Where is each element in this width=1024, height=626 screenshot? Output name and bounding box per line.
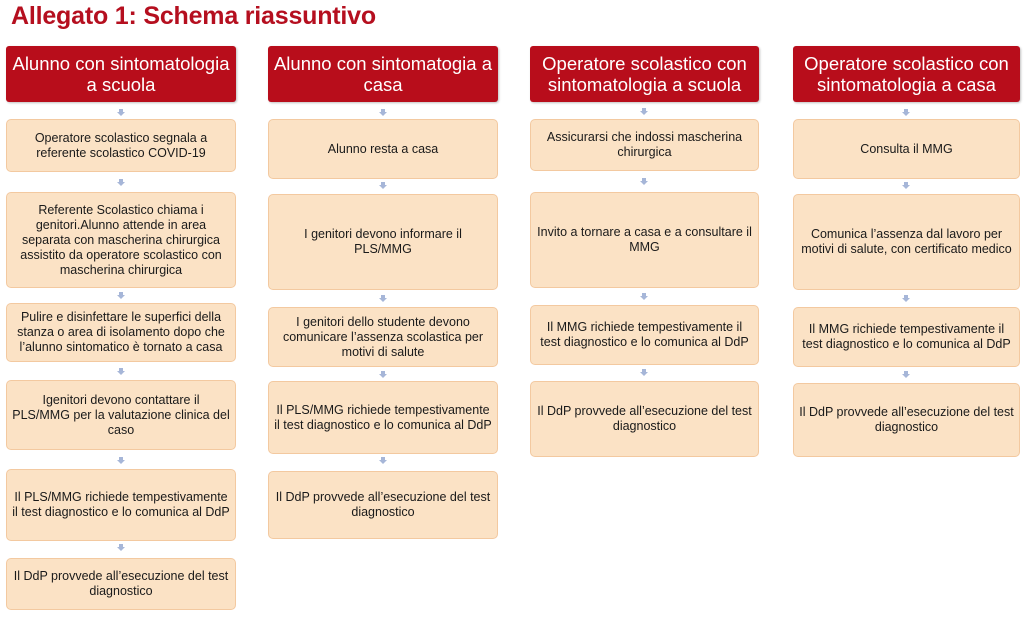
flow-step: Il DdP provvede all’esecuzione del test diagnostico bbox=[6, 558, 236, 610]
flow-step: Referente Scolastico chiama i genitori.Alunno attende in area separata con mascherina chirurgica assistito da operatore scolastico con mascherina chirurgica bbox=[6, 192, 236, 288]
flow-step: Alunno resta a casa bbox=[268, 119, 498, 179]
page-title: Allegato 1: Schema riassuntivo bbox=[11, 2, 376, 30]
flow-step: Igenitori devono contattare il PLS/MMG per la valutazione clinica del caso bbox=[6, 380, 236, 450]
flow-step: I genitori dello studente devono comunicare l’assenza scolastica per motivi di salute bbox=[268, 307, 498, 367]
flow-step: Il MMG richiede tempestivamente il test diagnostico e lo comunica al DdP bbox=[530, 305, 759, 365]
flow-step: Consulta il MMG bbox=[793, 119, 1020, 179]
column-header-label: Operatore scolastico con sintomatologia a casa bbox=[804, 53, 1009, 95]
flow-step: Pulire e disinfettare le superfici della stanza o area di isolamento dopo che l’alunno sintomatico è tornato a casa bbox=[6, 303, 236, 362]
flow-step: Comunica l’assenza dal lavoro per motivi di salute, con certificato medico bbox=[793, 194, 1020, 290]
column-header bbox=[793, 46, 1020, 102]
flow-step: Il PLS/MMG richiede tempestivamente il test diagnostico e lo comunica al DdP bbox=[6, 469, 236, 541]
column-header bbox=[6, 46, 236, 102]
column-header-label: Alunno con sintomatogia a casa bbox=[273, 53, 493, 95]
flow-step: I genitori devono informare il PLS/MMG bbox=[268, 194, 498, 290]
flow-step: Il DdP provvede all’esecuzione del test diagnostico bbox=[268, 471, 498, 539]
flow-step: Invito a tornare a casa e a consultare il MMG bbox=[530, 192, 759, 288]
flow-step: Il MMG richiede tempestivamente il test diagnostico e lo comunica al DdP bbox=[793, 307, 1020, 367]
flow-step: Il DdP provvede all’esecuzione del test diagnostico bbox=[793, 383, 1020, 457]
column-header bbox=[530, 46, 759, 102]
flow-step: Operatore scolastico segnala a referente scolastico COVID-19 bbox=[6, 119, 236, 172]
column-header bbox=[268, 46, 498, 102]
flow-step: Il PLS/MMG richiede tempestivamente il test diagnostico e lo comunica al DdP bbox=[268, 381, 498, 454]
flow-step: Il DdP provvede all’esecuzione del test diagnostico bbox=[530, 381, 759, 457]
column-header-label: Operatore scolastico con sintomatologia a scuola bbox=[542, 53, 747, 95]
column-header-label: Alunno con sintomatologia a scuola bbox=[12, 53, 230, 95]
flow-step: Assicurarsi che indossi mascherina chirurgica bbox=[530, 119, 759, 171]
